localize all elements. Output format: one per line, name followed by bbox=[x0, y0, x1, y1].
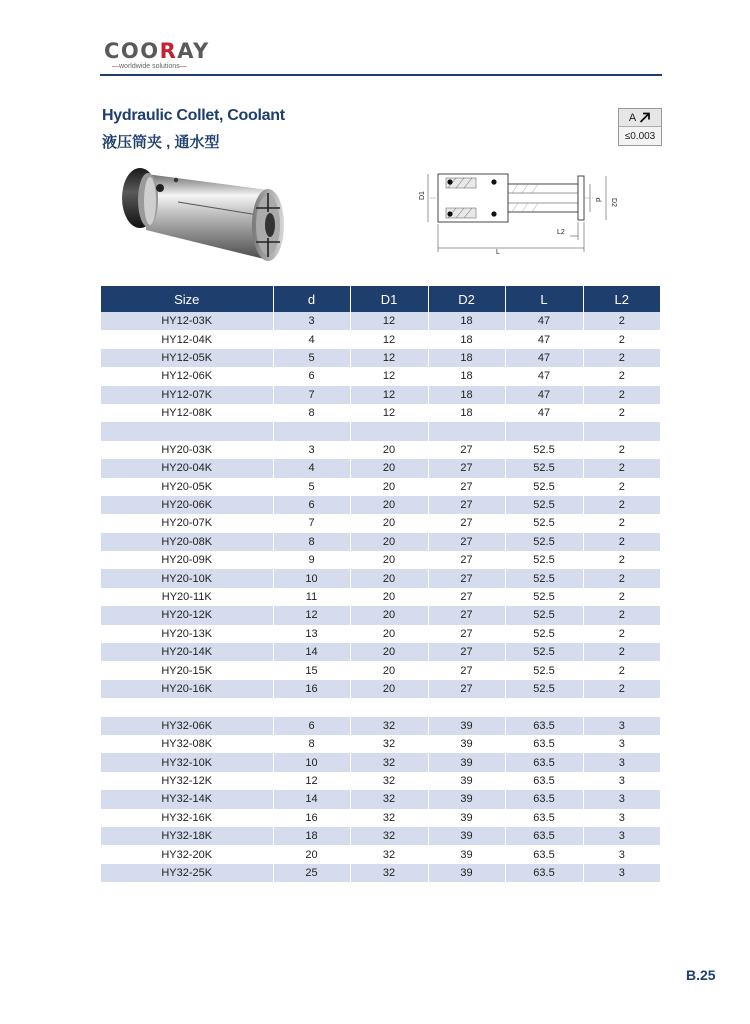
cell-d: 11 bbox=[273, 588, 350, 606]
cell-D1: 12 bbox=[350, 367, 428, 385]
cell-size: HY32-20K bbox=[161, 848, 213, 861]
cell-D2: 39 bbox=[428, 845, 505, 863]
cell-L2: 2 bbox=[583, 569, 660, 587]
cell-size: HY20-15K bbox=[161, 664, 213, 677]
table-body bbox=[101, 312, 660, 882]
column-header-D1: D1 bbox=[350, 286, 428, 312]
cell-d: 20 bbox=[273, 845, 350, 863]
cell-D1: 32 bbox=[350, 864, 428, 882]
table-row bbox=[101, 735, 660, 753]
table-header-row bbox=[101, 286, 660, 312]
cell-L: 63.5 bbox=[505, 717, 583, 735]
cell-L2: 2 bbox=[583, 551, 660, 569]
cell-size: HY20-05K bbox=[161, 480, 213, 493]
table-spacer-row bbox=[101, 698, 660, 716]
table-row bbox=[101, 643, 660, 661]
table-row bbox=[101, 478, 660, 496]
cell-d: 12 bbox=[273, 606, 350, 624]
cell-L2: 2 bbox=[583, 386, 660, 404]
cell-D1: 20 bbox=[350, 533, 428, 551]
cell-D1: 32 bbox=[350, 827, 428, 845]
drawing-label-D2: D2 bbox=[610, 198, 617, 207]
cell-d: 3 bbox=[273, 312, 350, 330]
cell-L: 63.5 bbox=[505, 753, 583, 771]
cell-D1: 20 bbox=[350, 496, 428, 514]
cell-size: HY20-10K bbox=[101, 569, 273, 587]
table-row bbox=[101, 404, 660, 422]
logo-tagline: —worldwide solutions— bbox=[112, 63, 187, 70]
cell-d: 16 bbox=[273, 809, 350, 827]
table-row bbox=[101, 864, 660, 882]
collet-product-image bbox=[118, 160, 293, 270]
cell-d: 10 bbox=[273, 569, 350, 587]
cell-D2: 18 bbox=[428, 367, 505, 385]
cell-D1: 20 bbox=[350, 551, 428, 569]
cell-D2: 27 bbox=[428, 643, 505, 661]
cell-L2: 2 bbox=[583, 496, 660, 514]
cell-d: 6 bbox=[273, 717, 350, 735]
cell-D1 bbox=[350, 422, 428, 440]
table-row bbox=[101, 753, 660, 771]
cell-d: 16 bbox=[273, 680, 350, 698]
cell-L: 63.5 bbox=[505, 827, 583, 845]
cell-d: 8 bbox=[273, 404, 350, 422]
table-row bbox=[101, 772, 660, 790]
cell-size: HY12-04K bbox=[161, 333, 213, 346]
cell-D2: 27 bbox=[428, 680, 505, 698]
cell-L2: 2 bbox=[583, 680, 660, 698]
cell-D2: 27 bbox=[428, 441, 505, 459]
table-row bbox=[101, 441, 660, 459]
accuracy-value: ≤0.003 bbox=[619, 127, 661, 145]
cell-L2: 2 bbox=[583, 661, 660, 679]
table-row bbox=[101, 625, 660, 643]
cell-L: 63.5 bbox=[505, 864, 583, 882]
cell-D2: 39 bbox=[428, 772, 505, 790]
cell-d: 10 bbox=[273, 753, 350, 771]
cell-L2: 3 bbox=[583, 717, 660, 735]
cell-d bbox=[273, 698, 350, 716]
cell-D2: 18 bbox=[428, 386, 505, 404]
drawing-label-d: d bbox=[594, 198, 601, 202]
cell-L: 52.5 bbox=[505, 478, 583, 496]
cell-L: 52.5 bbox=[505, 569, 583, 587]
cell-D1: 20 bbox=[350, 680, 428, 698]
cell-L: 52.5 bbox=[505, 606, 583, 624]
cell-L: 52.5 bbox=[505, 680, 583, 698]
cell-D1: 32 bbox=[350, 772, 428, 790]
table-row bbox=[101, 459, 660, 477]
cell-size: HY20-12K bbox=[101, 606, 273, 624]
table-row bbox=[101, 367, 660, 385]
cell-d: 4 bbox=[273, 330, 350, 348]
table-row bbox=[101, 496, 660, 514]
table-row bbox=[101, 606, 660, 624]
cell-d: 5 bbox=[273, 349, 350, 367]
cell-size: HY20-03K bbox=[161, 443, 213, 456]
cell-D2 bbox=[428, 698, 505, 716]
cell-L2: 2 bbox=[583, 459, 660, 477]
table-row bbox=[101, 717, 660, 735]
drawing-label-D1: D1 bbox=[419, 191, 426, 200]
cell-D2: 27 bbox=[428, 569, 505, 587]
cell-size: HY32-14K bbox=[101, 790, 273, 808]
cell-d: 3 bbox=[273, 441, 350, 459]
table-row bbox=[101, 551, 660, 569]
cell-size: HY12-08K bbox=[161, 407, 213, 420]
cell-d: 15 bbox=[273, 661, 350, 679]
cell-size bbox=[101, 698, 273, 716]
cell-L: 52.5 bbox=[505, 441, 583, 459]
table-row bbox=[101, 349, 660, 367]
cell-L2: 3 bbox=[583, 864, 660, 882]
table-row bbox=[101, 533, 660, 551]
cell-D2: 27 bbox=[428, 588, 505, 606]
cell-L2: 2 bbox=[583, 514, 660, 532]
table-spacer-row bbox=[101, 422, 660, 440]
cell-D1: 20 bbox=[350, 588, 428, 606]
cell-size: HY32-25K bbox=[101, 864, 273, 882]
cell-L bbox=[505, 698, 583, 716]
cell-D1: 32 bbox=[350, 809, 428, 827]
cell-L2: 2 bbox=[583, 588, 660, 606]
cell-size: HY32-08K bbox=[161, 738, 213, 751]
cell-L2: 3 bbox=[583, 827, 660, 845]
cell-size: HY20-04K bbox=[101, 459, 273, 477]
cell-D2: 39 bbox=[428, 753, 505, 771]
cell-L: 52.5 bbox=[505, 588, 583, 606]
cell-L2: 2 bbox=[583, 478, 660, 496]
brand-logo bbox=[104, 40, 234, 76]
cell-D2: 18 bbox=[428, 330, 505, 348]
cell-D1: 32 bbox=[350, 790, 428, 808]
cell-L2: 3 bbox=[583, 790, 660, 808]
cell-D1: 20 bbox=[350, 514, 428, 532]
page-title-chinese: 液压筒夹 , 通水型 bbox=[102, 134, 220, 151]
column-header-size: Size bbox=[101, 286, 273, 312]
cell-L2: 3 bbox=[583, 735, 660, 753]
cell-L2: 3 bbox=[583, 809, 660, 827]
cell-L: 52.5 bbox=[505, 459, 583, 477]
page-number: B.25 bbox=[686, 967, 716, 983]
table-row bbox=[101, 827, 660, 845]
collet-technical-drawing bbox=[410, 160, 635, 255]
cell-d: 14 bbox=[273, 643, 350, 661]
cell-D2: 18 bbox=[428, 404, 505, 422]
cell-D2: 27 bbox=[428, 533, 505, 551]
cell-L2: 2 bbox=[583, 404, 660, 422]
cell-L: 47 bbox=[505, 349, 583, 367]
cell-d: 7 bbox=[273, 386, 350, 404]
cell-L bbox=[505, 422, 583, 440]
table-row bbox=[101, 661, 660, 679]
cell-D1: 20 bbox=[350, 643, 428, 661]
cell-L: 52.5 bbox=[505, 514, 583, 532]
drawing-label-L2: L2 bbox=[557, 229, 565, 236]
column-header-L2: L2 bbox=[583, 286, 660, 312]
cell-size: HY20-08K bbox=[101, 533, 273, 551]
cell-D2: 39 bbox=[428, 717, 505, 735]
cell-L: 47 bbox=[505, 330, 583, 348]
cell-d: 6 bbox=[273, 367, 350, 385]
column-header-L: L bbox=[505, 286, 583, 312]
cell-d: 25 bbox=[273, 864, 350, 882]
logo-wordmark: COORAY bbox=[104, 39, 210, 63]
cell-D1: 20 bbox=[350, 606, 428, 624]
cell-D2: 27 bbox=[428, 661, 505, 679]
cell-D2 bbox=[428, 422, 505, 440]
cell-D1: 20 bbox=[350, 441, 428, 459]
cell-D2: 39 bbox=[428, 735, 505, 753]
cell-D2: 39 bbox=[428, 827, 505, 845]
cell-L2 bbox=[583, 698, 660, 716]
cell-L2: 2 bbox=[583, 441, 660, 459]
cell-D1: 12 bbox=[350, 349, 428, 367]
cell-L2: 2 bbox=[583, 533, 660, 551]
cell-d: 7 bbox=[273, 514, 350, 532]
cell-d: 14 bbox=[273, 790, 350, 808]
cell-d: 13 bbox=[273, 625, 350, 643]
cell-L: 63.5 bbox=[505, 845, 583, 863]
cell-size: HY12-03K bbox=[101, 312, 273, 330]
cell-d bbox=[273, 422, 350, 440]
cell-D1: 12 bbox=[350, 404, 428, 422]
cell-D1: 20 bbox=[350, 661, 428, 679]
cell-L2: 2 bbox=[583, 349, 660, 367]
cell-size: HY32-12K bbox=[161, 774, 213, 787]
cell-D1: 32 bbox=[350, 845, 428, 863]
cell-L: 47 bbox=[505, 312, 583, 330]
table-row bbox=[101, 312, 660, 330]
cell-D2: 27 bbox=[428, 478, 505, 496]
cell-size: HY20-14K bbox=[101, 643, 273, 661]
cell-d: 8 bbox=[273, 735, 350, 753]
cell-size: HY20-11K bbox=[161, 591, 212, 604]
table-row bbox=[101, 809, 660, 827]
cell-L: 52.5 bbox=[505, 551, 583, 569]
column-header-D2: D2 bbox=[428, 286, 505, 312]
cell-D1: 12 bbox=[350, 330, 428, 348]
table-row bbox=[101, 680, 660, 698]
cell-size bbox=[101, 422, 273, 440]
cell-L: 52.5 bbox=[505, 496, 583, 514]
cell-D2: 27 bbox=[428, 459, 505, 477]
table-row bbox=[101, 514, 660, 532]
cell-L2: 3 bbox=[583, 772, 660, 790]
cell-d: 9 bbox=[273, 551, 350, 569]
cell-D2: 27 bbox=[428, 551, 505, 569]
cell-D2: 18 bbox=[428, 349, 505, 367]
cell-d: 4 bbox=[273, 459, 350, 477]
page-title: Hydraulic Collet, Coolant bbox=[102, 107, 285, 124]
cell-D2: 27 bbox=[428, 514, 505, 532]
header-divider bbox=[100, 74, 662, 76]
cell-D1 bbox=[350, 698, 428, 716]
cell-size: HY20-09K bbox=[161, 554, 213, 567]
cell-L2: 2 bbox=[583, 643, 660, 661]
column-header-d: d bbox=[273, 286, 350, 312]
cell-L: 63.5 bbox=[505, 735, 583, 753]
cell-L: 63.5 bbox=[505, 790, 583, 808]
cell-L2: 2 bbox=[583, 606, 660, 624]
cell-size: HY12-05K bbox=[101, 349, 273, 367]
accuracy-label: A bbox=[628, 111, 637, 124]
table-row bbox=[101, 330, 660, 348]
cell-size: HY20-16K bbox=[101, 680, 273, 698]
cell-D2: 39 bbox=[428, 864, 505, 882]
cell-D1: 32 bbox=[350, 717, 428, 735]
cell-D2: 27 bbox=[428, 625, 505, 643]
cell-L2: 2 bbox=[583, 625, 660, 643]
cell-D1: 12 bbox=[350, 386, 428, 404]
cell-size: HY20-07K bbox=[161, 517, 213, 530]
cell-size: HY20-13K bbox=[161, 627, 213, 640]
cell-D1: 32 bbox=[350, 753, 428, 771]
cell-L: 52.5 bbox=[505, 533, 583, 551]
table-row bbox=[101, 588, 660, 606]
cell-size: HY12-06K bbox=[161, 370, 213, 383]
cell-L: 47 bbox=[505, 386, 583, 404]
cell-D1: 32 bbox=[350, 735, 428, 753]
cell-L: 63.5 bbox=[505, 809, 583, 827]
cell-L2: 2 bbox=[583, 312, 660, 330]
runout-arrow-icon bbox=[639, 112, 651, 123]
cell-L: 47 bbox=[505, 367, 583, 385]
cell-size: HY32-16K bbox=[161, 811, 213, 824]
cell-L: 52.5 bbox=[505, 643, 583, 661]
cell-D2: 18 bbox=[428, 312, 505, 330]
cell-L2 bbox=[583, 422, 660, 440]
table-row bbox=[101, 569, 660, 587]
cell-size: HY20-06K bbox=[101, 496, 273, 514]
cell-d: 6 bbox=[273, 496, 350, 514]
cell-L2: 2 bbox=[583, 367, 660, 385]
cell-size: HY32-10K bbox=[101, 753, 273, 771]
cell-L2: 3 bbox=[583, 753, 660, 771]
table-row bbox=[101, 790, 660, 808]
table-row bbox=[101, 845, 660, 863]
cell-D1: 12 bbox=[350, 312, 428, 330]
cell-D1: 20 bbox=[350, 625, 428, 643]
cell-size: HY32-06K bbox=[101, 717, 273, 735]
cell-d: 18 bbox=[273, 827, 350, 845]
cell-D2: 27 bbox=[428, 496, 505, 514]
cell-D1: 20 bbox=[350, 569, 428, 587]
cell-L2: 2 bbox=[583, 330, 660, 348]
cell-size: HY12-07K bbox=[101, 386, 273, 404]
cell-D2: 39 bbox=[428, 790, 505, 808]
table-row bbox=[101, 386, 660, 404]
cell-L: 52.5 bbox=[505, 661, 583, 679]
cell-size: HY32-18K bbox=[101, 827, 273, 845]
cell-L: 63.5 bbox=[505, 772, 583, 790]
accuracy-badge bbox=[618, 108, 662, 146]
cell-L: 47 bbox=[505, 404, 583, 422]
drawing-label-L: L bbox=[496, 249, 500, 255]
cell-D2: 27 bbox=[428, 606, 505, 624]
cell-L: 52.5 bbox=[505, 625, 583, 643]
cell-D1: 20 bbox=[350, 459, 428, 477]
cell-d: 8 bbox=[273, 533, 350, 551]
cell-d: 5 bbox=[273, 478, 350, 496]
cell-d: 12 bbox=[273, 772, 350, 790]
cell-D2: 39 bbox=[428, 809, 505, 827]
cell-L2: 3 bbox=[583, 845, 660, 863]
cell-D1: 20 bbox=[350, 478, 428, 496]
specification-table bbox=[101, 286, 660, 882]
